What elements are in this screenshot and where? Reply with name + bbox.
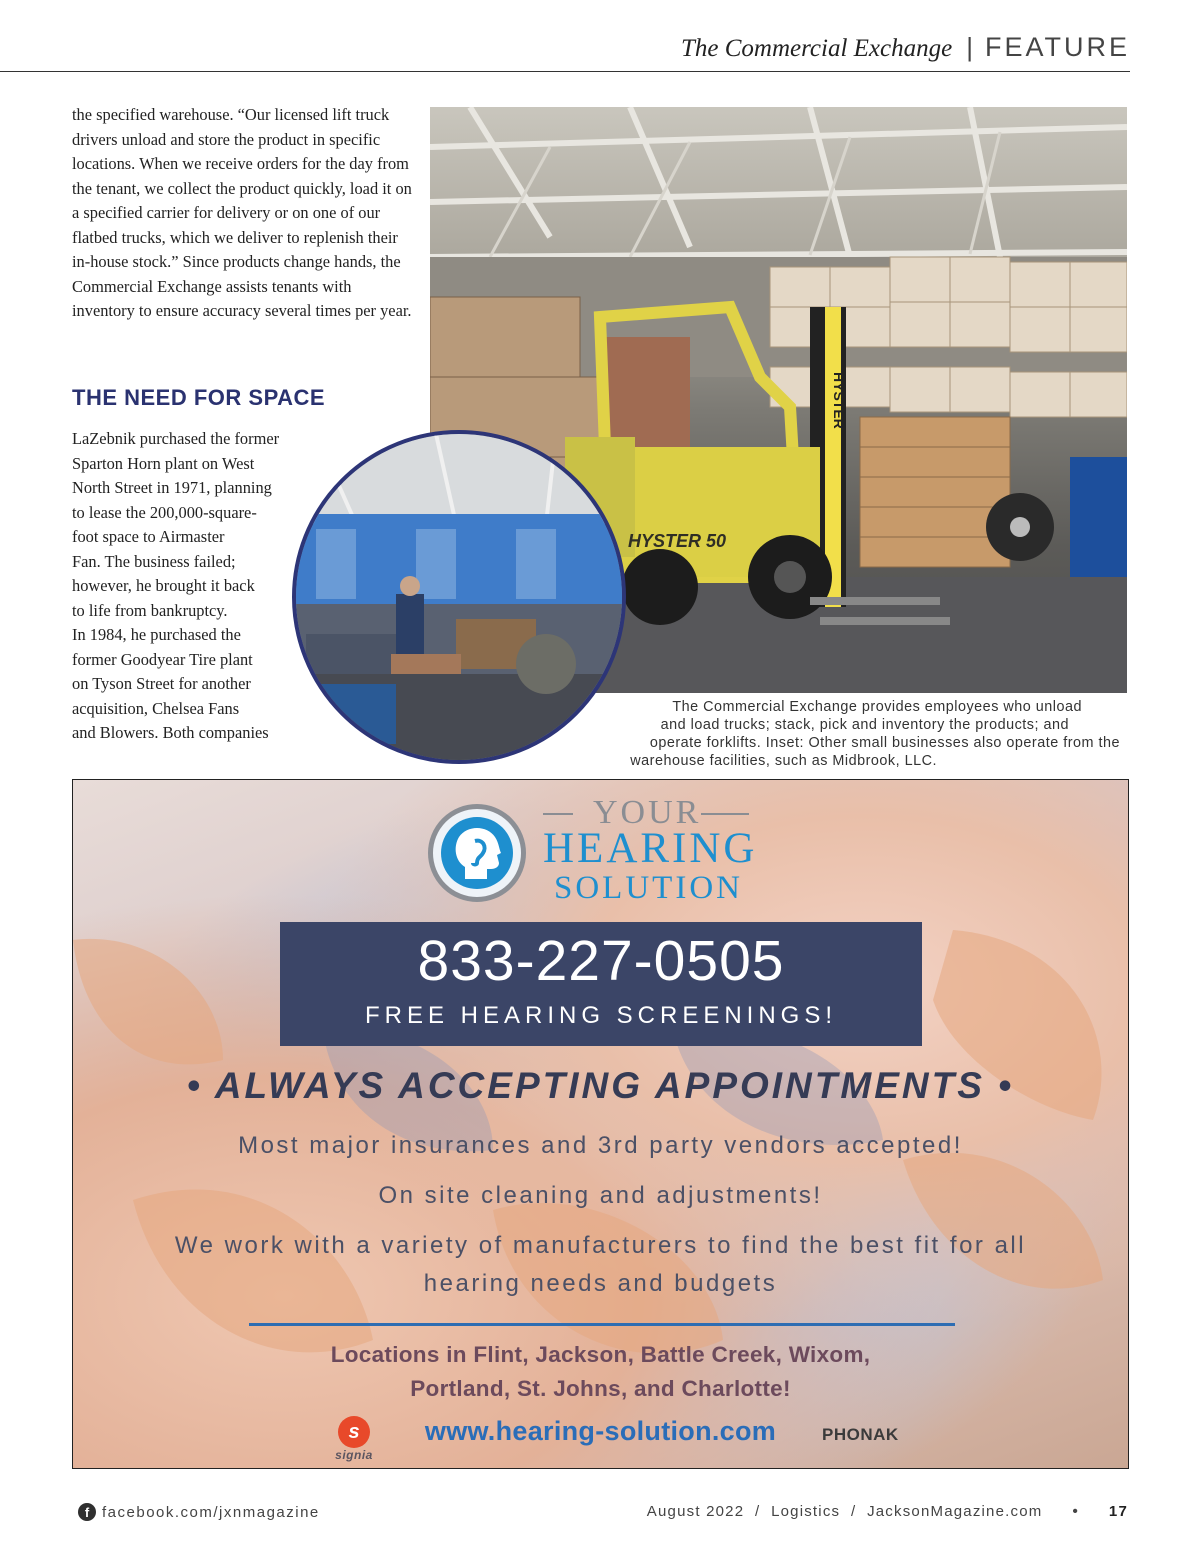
logo-emblem — [428, 804, 526, 902]
logo-text-hearing: HEARING — [543, 825, 758, 872]
text-line: Fan. The business failed; — [72, 551, 236, 571]
appointments-headline: • ALWAYS ACCEPTING APPOINTMENTS • — [186, 1065, 1015, 1106]
website-link[interactable]: www.hearing-solution.com — [424, 1416, 777, 1446]
caption-line: warehouse facilities, such as Midbrook, LLC. — [630, 753, 937, 769]
text-line: former Goodyear Tire plant — [72, 649, 253, 669]
facebook-icon: f — [78, 1503, 96, 1521]
head-ear-icon — [441, 817, 513, 889]
text-line: In 1984, he purchased the — [72, 625, 241, 644]
text-line: however, he brought it back — [72, 576, 255, 595]
caption-line: The Commercial Exchange provides employees who unload — [672, 699, 1082, 715]
locations-text-line-2: Portland, St. Johns, and Charlotte! — [410, 1376, 791, 1401]
locations-text-line-1: Locations in Flint, Jackson, Battle Creek, Wixom, — [330, 1342, 871, 1367]
publication-name: The Commercial Exchange — [680, 35, 953, 62]
signia-wordmark: signia — [335, 1448, 373, 1462]
photo-caption — [540, 698, 1120, 770]
phone-number[interactable]: 833-227-0505 — [417, 929, 785, 993]
text-line: to lease the 200,000-square- — [72, 502, 257, 522]
forklift-mast-label: HYSTER — [831, 372, 847, 429]
footer-facebook[interactable] — [78, 1503, 320, 1521]
header-separator: | — [966, 32, 973, 62]
facebook-link[interactable]: facebook.com/jxnmagazine — [102, 1503, 320, 1521]
ad-divider — [249, 1323, 955, 1326]
issue-text: August 2022 / Logistics / JacksonMagazine.com — [646, 1503, 1043, 1520]
signia-icon: s — [338, 1416, 370, 1448]
footer-bullet: • — [1072, 1503, 1079, 1520]
text-line: on Tyson Street for another — [72, 674, 251, 693]
caption-line: operate forklifts. Inset: Other small businesses also operate from the — [649, 735, 1120, 751]
logo-rule-right — [701, 813, 749, 815]
logo-rule-left — [543, 813, 573, 815]
logo-text-your: YOUR — [593, 794, 702, 831]
free-screenings-text: FREE HEARING SCREENINGS! — [364, 1002, 838, 1029]
manufacturers-text-line-1: We work with a variety of manufacturers to find the best fit for all — [174, 1232, 1027, 1259]
onsite-text: On site cleaning and adjustments! — [378, 1182, 823, 1209]
article-paragraph-2 — [72, 427, 312, 746]
text-line: Sparton Horn plant on West — [72, 453, 255, 473]
article-paragraph-1: the specified warehouse. “Our licensed lift truck drivers unload and store the product in specific locations. When we receive orders for the day from the tenant, we collect the product quickly, load it on a specified carrier for delivery or on one of our flatbed trucks, which we deliver to replenish their in-house stock.” Since products change hands, the Commercial Exchange assists tenants with inventory to ensure accuracy several times per year. — [72, 105, 412, 320]
text-line: to life from bankruptcy. — [72, 600, 228, 620]
page-header — [0, 28, 1130, 72]
page-number: 17 — [1108, 1503, 1128, 1520]
phone-banner[interactable] — [280, 922, 922, 1046]
text-line: foot space to Airmaster — [72, 527, 225, 546]
footer-issue-info — [647, 1503, 1128, 1520]
text-line: acquisition, Chelsea Fans — [72, 698, 240, 718]
caption-line: and load trucks; stack, pick and inventory the products; and — [660, 717, 1069, 733]
logo-text-solution: SOLUTION — [554, 870, 743, 906]
header-title-group — [681, 32, 1130, 63]
manufacturers-text-line-2: hearing needs and budgets — [423, 1270, 778, 1297]
text-line: LaZebnik purchased the former — [72, 429, 280, 448]
insurance-text: Most major insurances and 3rd party vendors accepted! — [238, 1132, 963, 1159]
section-heading: THE NEED FOR SPACE — [72, 385, 326, 410]
text-line: and Blowers. Both companies — [72, 723, 269, 742]
section-label: FEATURE — [984, 32, 1130, 62]
text-line: North Street in 1971, planning — [72, 478, 272, 497]
phonak-logo: PHONAK — [822, 1425, 899, 1444]
forklift-side-label: HYSTER 50 — [628, 531, 727, 551]
hearing-solution-advertisement[interactable] — [72, 779, 1129, 1469]
